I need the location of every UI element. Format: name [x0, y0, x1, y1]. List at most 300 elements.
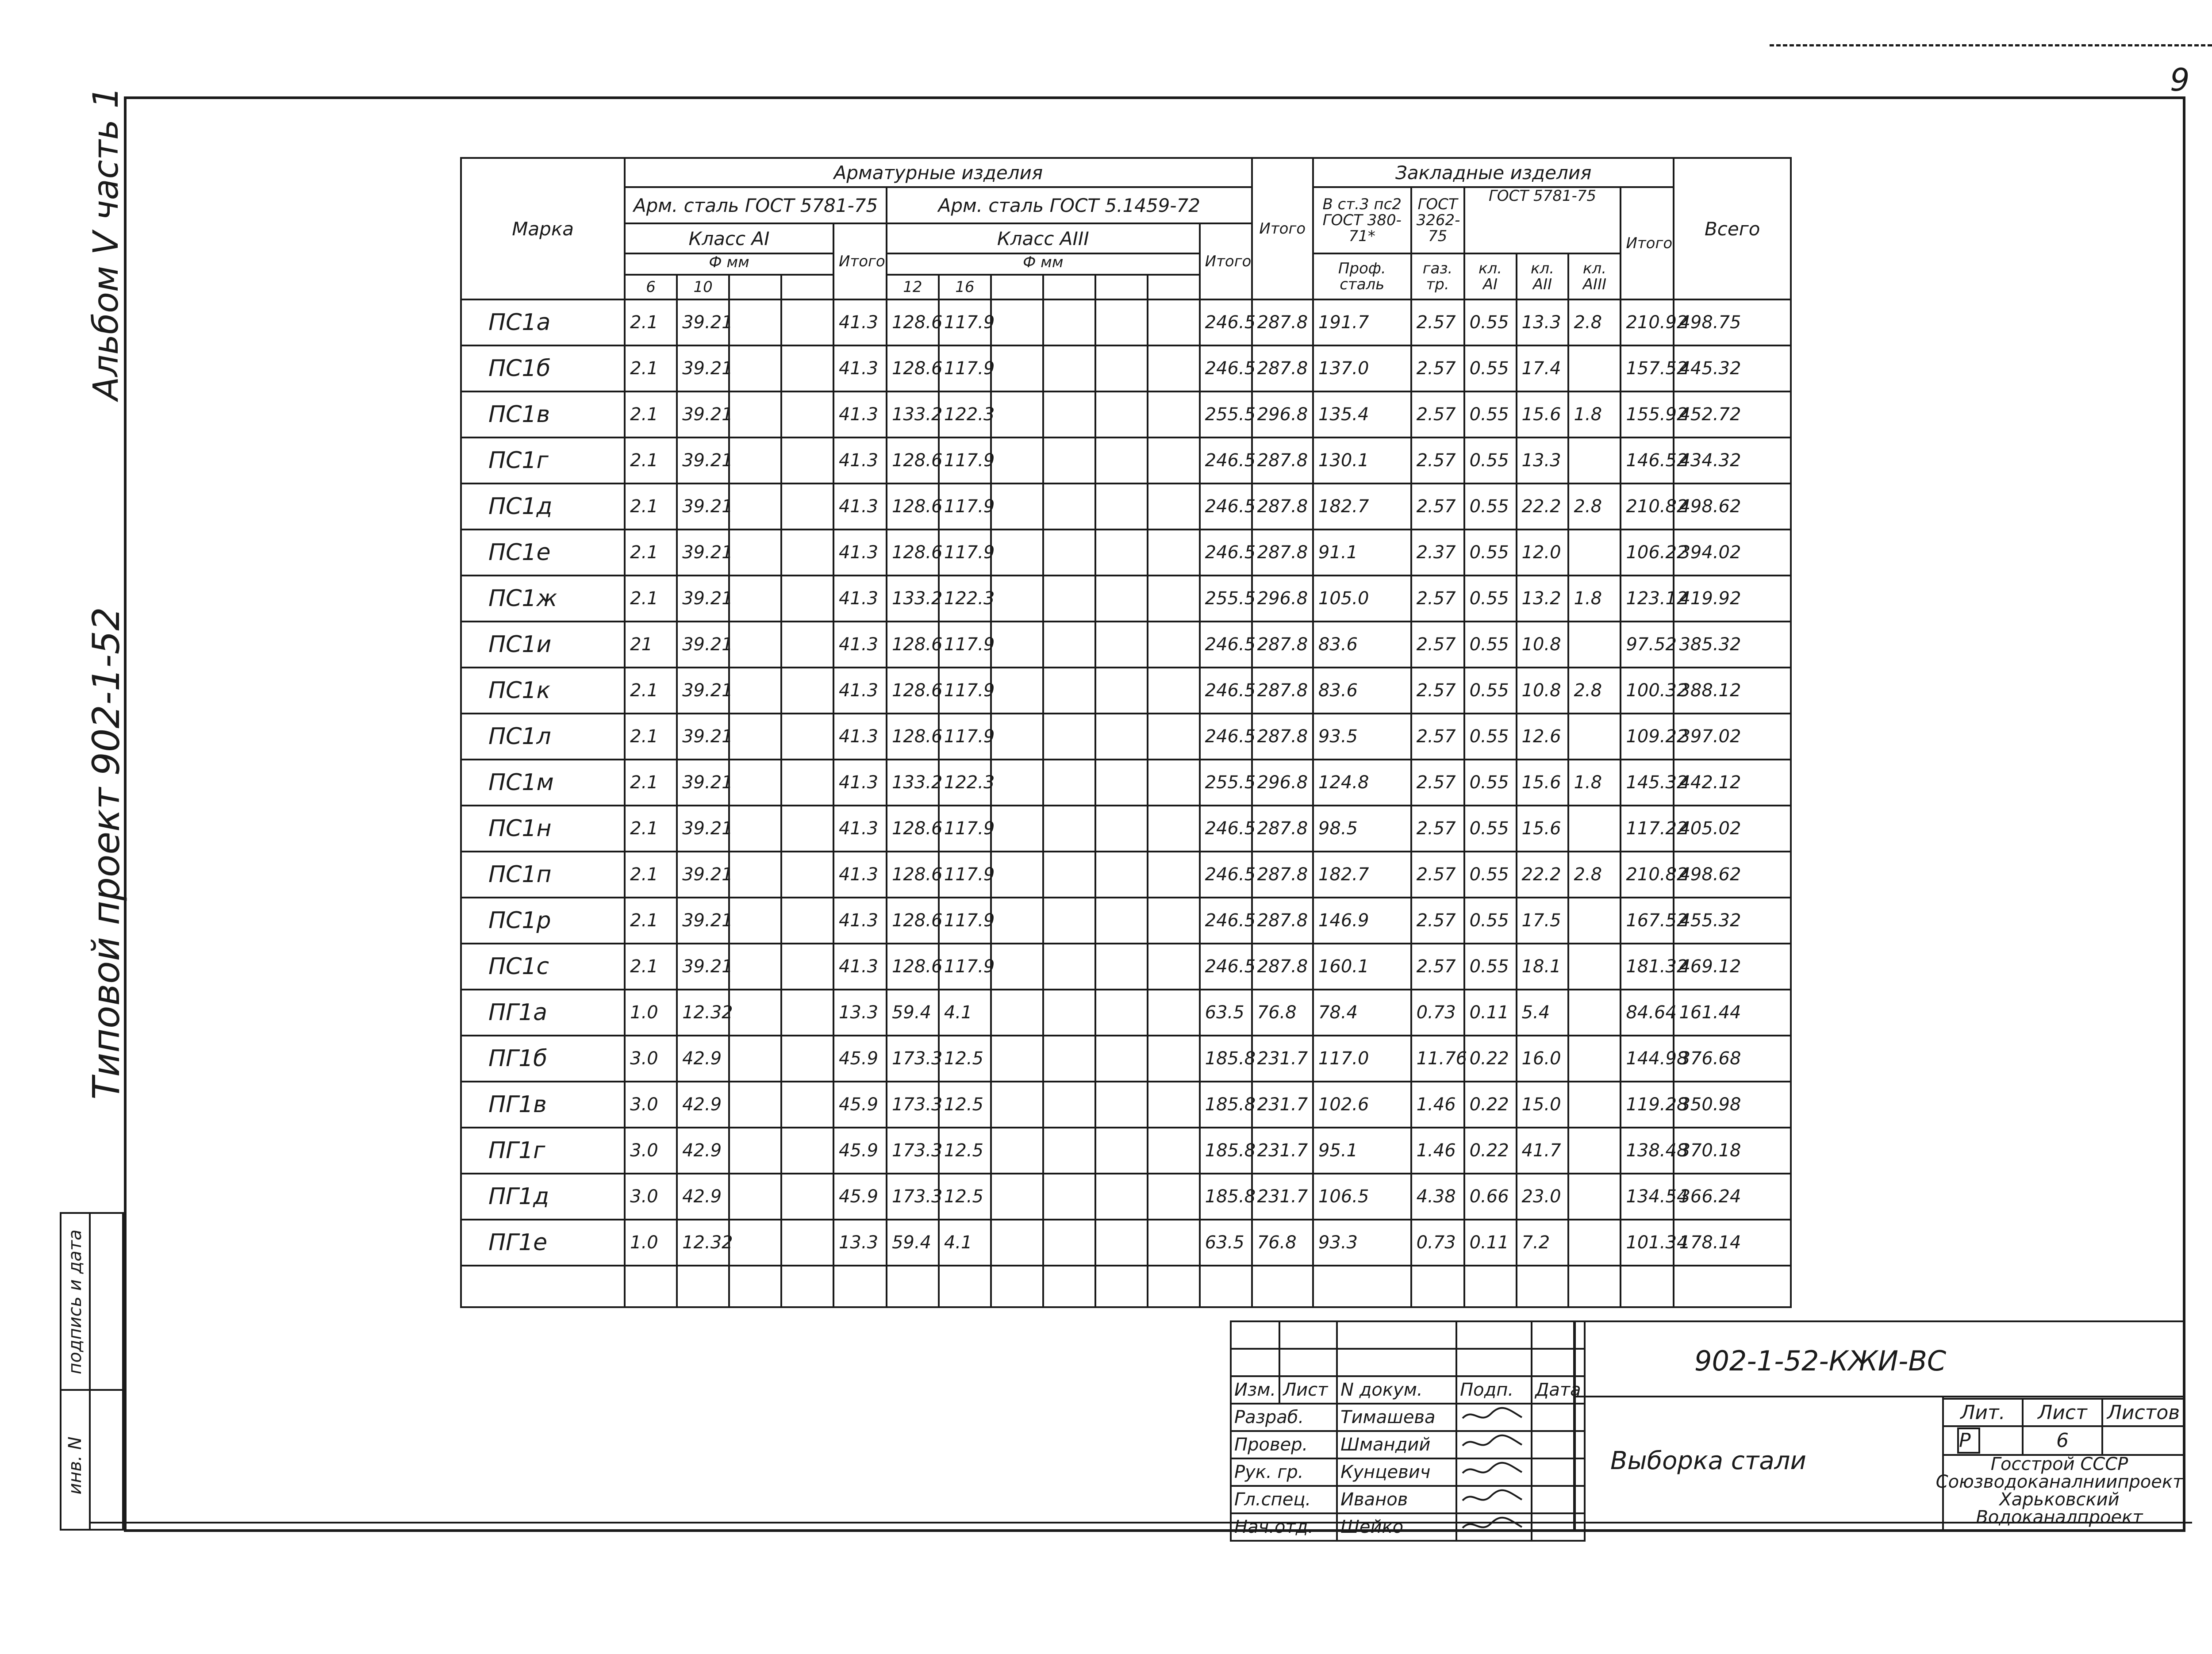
sheet-label: Лист: [2023, 1399, 2102, 1426]
cell-d16: 117.9: [939, 530, 991, 576]
cell-i4: 138.48: [1621, 1128, 1674, 1174]
vst3-header: В ст.3 пс2 ГОСТ 380-71*: [1313, 187, 1411, 253]
sheets-label: Листов: [2102, 1399, 2185, 1426]
table-row: [461, 437, 1791, 484]
row-marka: ПГ1д: [461, 1174, 625, 1220]
cell-i1: 41.3: [833, 668, 887, 714]
inventory-strip-2: [91, 1212, 124, 1531]
cell-i1: 41.3: [833, 622, 887, 668]
cell-aii: 15.6: [1517, 760, 1569, 806]
itogo-arm-header: Итого: [1252, 158, 1313, 299]
blank-cell: [729, 1082, 781, 1128]
stamp-role-row: [1231, 1431, 1585, 1458]
blank-cell: [1095, 622, 1148, 668]
cell-ai: 0.55: [1464, 806, 1517, 852]
cell-gas: 1.46: [1411, 1128, 1464, 1174]
cell-d12: 128.6: [887, 437, 939, 484]
cell-aiii: [1568, 1036, 1621, 1082]
cell-d12: 133.2: [887, 576, 939, 622]
blank-cell: [991, 760, 1043, 806]
table-row: [461, 806, 1791, 852]
cell-d16: 117.9: [939, 852, 991, 898]
cell-aii: 17.5: [1517, 898, 1569, 944]
cell-aiii: [1568, 944, 1621, 990]
inventory-number-label: инв. N: [65, 1436, 85, 1495]
blank-cell: [1043, 391, 1095, 437]
sheet-info: [1942, 1398, 2185, 1456]
blank-cell: [781, 714, 833, 760]
document-code: 902-1-52-КЖИ-ВС: [1694, 1345, 1947, 1377]
signature-icon: [1460, 1432, 1526, 1453]
stamp-role-row: [1231, 1486, 1585, 1513]
cell-d16: 117.9: [939, 622, 991, 668]
cell-i2: 246.5: [1200, 898, 1252, 944]
blank-cell: [781, 1036, 833, 1082]
cell-i4: 155.92: [1621, 391, 1674, 437]
cell-d12: 128.6: [887, 852, 939, 898]
d10-header: 10: [678, 276, 730, 299]
table-row: [461, 852, 1791, 898]
table-row: [461, 668, 1791, 714]
cell-total: 455.32: [1674, 898, 1791, 944]
steel-table: [460, 157, 1792, 1308]
cell-d6: 2.1: [625, 299, 677, 345]
blank-cell: [991, 437, 1043, 484]
organization: [1933, 1455, 2185, 1526]
cell-aiii: [1568, 1128, 1621, 1174]
itogo-aiii-header: Итого: [1200, 223, 1252, 299]
cell-aii: 17.4: [1517, 345, 1569, 391]
cell-ai: 0.55: [1464, 714, 1517, 760]
blank-cell: [1043, 345, 1095, 391]
cell-prof: 98.5: [1313, 806, 1411, 852]
org-line-1: Госстрой СССР: [1990, 1454, 2128, 1474]
cell-aii: 22.2: [1517, 852, 1569, 898]
table-row: [461, 1082, 1791, 1128]
blank-cell: [1043, 530, 1095, 576]
cell-gas: 0.73: [1411, 990, 1464, 1036]
dia-mm-label-2: Ф мм: [887, 254, 1199, 276]
blank-cell: [1043, 1082, 1095, 1128]
filler-cell: [461, 1266, 625, 1307]
cell-aii: 13.3: [1517, 437, 1569, 484]
cell-d12: 128.6: [887, 622, 939, 668]
cell-d10: 42.9: [677, 1128, 729, 1174]
blank-cell: [1148, 622, 1200, 668]
cell-i4: 101.34: [1621, 1220, 1674, 1266]
blank-cell: [1148, 852, 1200, 898]
blank-cell: [991, 1220, 1043, 1266]
cell-d12: 128.6: [887, 345, 939, 391]
cell-i4: 181.32: [1621, 944, 1674, 990]
col-izm: Изм.: [1231, 1376, 1279, 1404]
blank-cell: [1095, 345, 1148, 391]
table-row: [461, 898, 1791, 944]
cell-i2: 255.5: [1200, 391, 1252, 437]
cell-i1: 41.3: [833, 576, 887, 622]
project-label: Типовой проект 902-1-52: [84, 607, 128, 1100]
row-marka: ПС1с: [461, 944, 625, 990]
cell-d6: 2.1: [625, 898, 677, 944]
cell-d10: 39.21: [677, 484, 729, 530]
cell-prof: 182.7: [1313, 852, 1411, 898]
cell-i2: 246.5: [1200, 484, 1252, 530]
blank-cell: [991, 1128, 1043, 1174]
signature-mark: [1456, 1431, 1532, 1458]
blank-cell: [1148, 1220, 1200, 1266]
cell-i4: 106.22: [1621, 530, 1674, 576]
cell-d10: 42.9: [677, 1036, 729, 1082]
cell-d16: 4.1: [939, 990, 991, 1036]
cell-i1: 41.3: [833, 530, 887, 576]
cell-prof: 146.9: [1313, 898, 1411, 944]
stamp-blank: [1231, 1321, 1279, 1349]
cell-i3: 231.7: [1252, 1128, 1313, 1174]
cell-total: 442.12: [1674, 760, 1791, 806]
blank-cell: [1043, 668, 1095, 714]
cell-gas: 2.57: [1411, 944, 1464, 990]
cell-d10: 42.9: [677, 1082, 729, 1128]
itogo-ai-header: Итого: [833, 223, 887, 299]
cell-d12: 133.2: [887, 391, 939, 437]
cell-aii: 23.0: [1517, 1174, 1569, 1220]
lit-label: Лит.: [1943, 1399, 2023, 1426]
table-row: [461, 760, 1791, 806]
table-row: [461, 1220, 1791, 1266]
cell-aii: 41.7: [1517, 1128, 1569, 1174]
cell-d6: 3.0: [625, 1036, 677, 1082]
blank-cell: [1043, 760, 1095, 806]
cell-i4: 210.82: [1621, 484, 1674, 530]
blank-cell: [781, 898, 833, 944]
marka-header: Марка: [461, 158, 625, 299]
cell-aii: 15.6: [1517, 391, 1569, 437]
cell-i3: 287.8: [1252, 484, 1313, 530]
sheets-value: [2102, 1426, 2185, 1455]
table-row: [461, 530, 1791, 576]
cell-gas: 2.57: [1411, 391, 1464, 437]
cell-i2: 246.5: [1200, 852, 1252, 898]
blank-cell: [1148, 944, 1200, 990]
cell-i3: 296.8: [1252, 760, 1313, 806]
signature-icon: [1460, 1460, 1526, 1480]
cell-aiii: [1568, 990, 1621, 1036]
blank-cell: [1043, 622, 1095, 668]
cell-prof: 91.1: [1313, 530, 1411, 576]
cell-gas: 2.57: [1411, 622, 1464, 668]
cell-prof: 105.0: [1313, 576, 1411, 622]
signature-mark: [1456, 1513, 1532, 1541]
cell-d10: 39.21: [677, 898, 729, 944]
steel-51459-header: Арм. сталь ГОСТ 5.1459-72: [887, 187, 1252, 223]
table-row: [461, 1174, 1791, 1220]
blank-cell: [729, 714, 781, 760]
cell-i3: 287.8: [1252, 714, 1313, 760]
blank-cell: [1095, 1036, 1148, 1082]
cell-d16: 12.5: [939, 1036, 991, 1082]
blank-cell: [1148, 760, 1200, 806]
blank-cell: [1043, 714, 1095, 760]
cell-i3: 76.8: [1252, 990, 1313, 1036]
cell-d10: 39.21: [677, 576, 729, 622]
blank-cell: [1043, 1220, 1095, 1266]
cell-i1: 41.3: [833, 760, 887, 806]
col-data: Дата: [1532, 1376, 1585, 1404]
stamp-blank-2: [1231, 1349, 1279, 1376]
blank-cell: [1095, 714, 1148, 760]
blank-cell: [781, 576, 833, 622]
armature-group-header: Арматурные изделия: [625, 158, 1252, 187]
cell-d16: 122.3: [939, 391, 991, 437]
signature-icon: [1460, 1487, 1526, 1508]
dia-mm-header-2: [887, 253, 1200, 299]
cell-i1: 41.3: [833, 806, 887, 852]
sheet-value: 6: [2023, 1426, 2102, 1455]
stamp-role-row: [1231, 1458, 1585, 1486]
cell-aii: 13.2: [1517, 576, 1569, 622]
cell-total: 419.92: [1674, 576, 1791, 622]
blank-cell: [1148, 484, 1200, 530]
cell-total: 498.62: [1674, 484, 1791, 530]
blank-cell: [1148, 1174, 1200, 1220]
cell-d16: 12.5: [939, 1174, 991, 1220]
cell-gas: 2.57: [1411, 806, 1464, 852]
cell-total: 397.02: [1674, 714, 1791, 760]
blank-cell: [1148, 990, 1200, 1036]
cell-total: 366.24: [1674, 1174, 1791, 1220]
cell-i1: 13.3: [833, 1220, 887, 1266]
cell-i3: 287.8: [1252, 668, 1313, 714]
cell-i4: 157.52: [1621, 345, 1674, 391]
cell-gas: 1.46: [1411, 1082, 1464, 1128]
cell-d10: 39.21: [677, 806, 729, 852]
document-title: Выборка стали: [1610, 1447, 1806, 1475]
cell-prof: 160.1: [1313, 944, 1411, 990]
blank-dia-3: [992, 276, 1044, 299]
cell-i4: 145.32: [1621, 760, 1674, 806]
blank-cell: [1095, 391, 1148, 437]
cell-total: 498.75: [1674, 299, 1791, 345]
cell-ai: 0.22: [1464, 1128, 1517, 1174]
cell-i1: 45.9: [833, 1174, 887, 1220]
cell-aii: 12.0: [1517, 530, 1569, 576]
dia-mm-label-1: Ф мм: [626, 254, 833, 276]
table-row: [461, 1036, 1791, 1082]
cell-gas: 2.57: [1411, 852, 1464, 898]
blank-cell: [991, 944, 1043, 990]
lit-box: Р: [1957, 1428, 1980, 1454]
cell-i1: 45.9: [833, 1128, 887, 1174]
stamp-role-row: [1231, 1513, 1585, 1541]
cell-d10: 39.21: [677, 622, 729, 668]
cell-aiii: [1568, 530, 1621, 576]
cell-prof: 124.8: [1313, 760, 1411, 806]
cell-ai: 0.55: [1464, 944, 1517, 990]
blank-cell: [1043, 437, 1095, 484]
cell-d16: 12.5: [939, 1082, 991, 1128]
cell-aii: 16.0: [1517, 1036, 1569, 1082]
cell-aiii: 2.8: [1568, 299, 1621, 345]
cell-total: 370.18: [1674, 1128, 1791, 1174]
cell-d12: 128.6: [887, 299, 939, 345]
blank-cell: [991, 345, 1043, 391]
signature-icon: [1460, 1405, 1526, 1425]
blank-cell: [991, 622, 1043, 668]
blank-cell: [781, 1220, 833, 1266]
blank-cell: [991, 299, 1043, 345]
blank-cell: [1043, 576, 1095, 622]
dia-sizes-1: [626, 276, 833, 299]
row-marka: ПС1м: [461, 760, 625, 806]
cell-i4: 210.82: [1621, 852, 1674, 898]
cell-gas: 2.57: [1411, 668, 1464, 714]
blank-cell: [781, 1082, 833, 1128]
cell-d6: 2.1: [625, 852, 677, 898]
cell-d6: 2.1: [625, 806, 677, 852]
cell-prof: 83.6: [1313, 622, 1411, 668]
blank-cell: [1043, 1174, 1095, 1220]
cl-aiii-header: кл. АIII: [1568, 253, 1621, 299]
cell-gas: 2.57: [1411, 760, 1464, 806]
stamp-role-row: [1231, 1404, 1585, 1431]
blank-cell: [1043, 484, 1095, 530]
blank-cell: [991, 484, 1043, 530]
cell-d12: 59.4: [887, 1220, 939, 1266]
cell-i2: 246.5: [1200, 345, 1252, 391]
cell-ai: 0.55: [1464, 484, 1517, 530]
blank-cell: [991, 391, 1043, 437]
cl-aii-header: кл. АII: [1517, 253, 1569, 299]
cell-aii: 22.2: [1517, 484, 1569, 530]
cell-prof: 106.5: [1313, 1174, 1411, 1220]
blank-cell: [781, 484, 833, 530]
cell-aiii: [1568, 1174, 1621, 1220]
cell-aii: 18.1: [1517, 944, 1569, 990]
embedded-group-header: Закладные изделия: [1313, 158, 1674, 187]
row-marka: ПС1р: [461, 898, 625, 944]
cell-ai: 0.55: [1464, 622, 1517, 668]
cell-total: 434.32: [1674, 437, 1791, 484]
cell-d16: 122.3: [939, 576, 991, 622]
blank-cell: [1043, 852, 1095, 898]
blank-cell: [991, 668, 1043, 714]
cell-i2: 255.5: [1200, 760, 1252, 806]
cell-gas: 2.57: [1411, 576, 1464, 622]
blank-cell: [1043, 990, 1095, 1036]
cell-i2: 246.5: [1200, 530, 1252, 576]
cell-i3: 287.8: [1252, 530, 1313, 576]
cell-d10: 39.21: [677, 714, 729, 760]
cell-i3: 287.8: [1252, 622, 1313, 668]
cell-d16: 117.9: [939, 299, 991, 345]
cell-i2: 63.5: [1200, 990, 1252, 1036]
blank-cell: [991, 530, 1043, 576]
cell-d10: 39.21: [677, 437, 729, 484]
cell-i3: 231.7: [1252, 1174, 1313, 1220]
blank-cell: [729, 990, 781, 1036]
cell-d6: 2.1: [625, 714, 677, 760]
cell-i4: 84.64: [1621, 990, 1674, 1036]
vsego-header: Всего: [1674, 158, 1791, 299]
cell-prof: 93.3: [1313, 1220, 1411, 1266]
blank-cell: [781, 668, 833, 714]
cell-gas: 2.57: [1411, 299, 1464, 345]
blank-cell: [729, 1174, 781, 1220]
cell-gas: 11.76: [1411, 1036, 1464, 1082]
row-marka: ПС1и: [461, 622, 625, 668]
row-marka: ПГ1г: [461, 1128, 625, 1174]
row-marka: ПС1а: [461, 299, 625, 345]
blank-cell: [781, 391, 833, 437]
cell-i2: 246.5: [1200, 668, 1252, 714]
d16-header: 16: [940, 276, 992, 299]
blank-cell: [991, 990, 1043, 1036]
cell-d6: 1.0: [625, 990, 677, 1036]
signature-mark: [1456, 1404, 1532, 1431]
cell-prof: 95.1: [1313, 1128, 1411, 1174]
cell-ai: 0.55: [1464, 345, 1517, 391]
cell-ai: 0.55: [1464, 299, 1517, 345]
cell-prof: 182.7: [1313, 484, 1411, 530]
dia-mm-header-1: [625, 253, 833, 299]
cell-total: 498.62: [1674, 852, 1791, 898]
blank-cell: [1148, 530, 1200, 576]
cell-i1: 45.9: [833, 1082, 887, 1128]
blank-cell: [1095, 898, 1148, 944]
d12-header: 12: [887, 276, 940, 299]
signature-icon: [1460, 1515, 1526, 1535]
blank-cell: [729, 944, 781, 990]
cell-i1: 41.3: [833, 484, 887, 530]
cell-prof: 137.0: [1313, 345, 1411, 391]
cell-d10: 39.21: [677, 944, 729, 990]
cell-total: 376.68: [1674, 1036, 1791, 1082]
cell-aii: 10.8: [1517, 622, 1569, 668]
blank-cell: [729, 760, 781, 806]
cell-i2: 246.5: [1200, 622, 1252, 668]
cell-prof: 191.7: [1313, 299, 1411, 345]
prof-steel-header: Проф. сталь: [1313, 253, 1411, 299]
blank-cell: [729, 299, 781, 345]
class-ai-header: Класс АI: [625, 223, 833, 253]
cell-d12: 128.6: [887, 668, 939, 714]
blank-cell: [1148, 391, 1200, 437]
blank-dia-5: [1096, 276, 1148, 299]
row-marka: ПС1л: [461, 714, 625, 760]
blank-dia-6: [1148, 276, 1199, 299]
blank-cell: [1095, 852, 1148, 898]
itogo-emb-header: Итого: [1621, 187, 1674, 299]
blank-cell: [991, 806, 1043, 852]
stamp-roles: [1231, 1404, 1585, 1541]
blank-cell: [729, 1036, 781, 1082]
row-marka: ПГ1а: [461, 990, 625, 1036]
cell-d12: 128.6: [887, 484, 939, 530]
blank-cell: [729, 391, 781, 437]
cell-d12: 128.6: [887, 530, 939, 576]
row-marka: ПГ1е: [461, 1220, 625, 1266]
lit-value: [1943, 1426, 2023, 1455]
blank-cell: [1043, 806, 1095, 852]
cell-prof: 93.5: [1313, 714, 1411, 760]
cell-prof: 130.1: [1313, 437, 1411, 484]
blank-cell: [729, 898, 781, 944]
row-marka: ПС1б: [461, 345, 625, 391]
cell-ai: 0.22: [1464, 1036, 1517, 1082]
d6-header: 6: [626, 276, 678, 299]
blank-cell: [781, 299, 833, 345]
cell-d6: 1.0: [625, 1220, 677, 1266]
